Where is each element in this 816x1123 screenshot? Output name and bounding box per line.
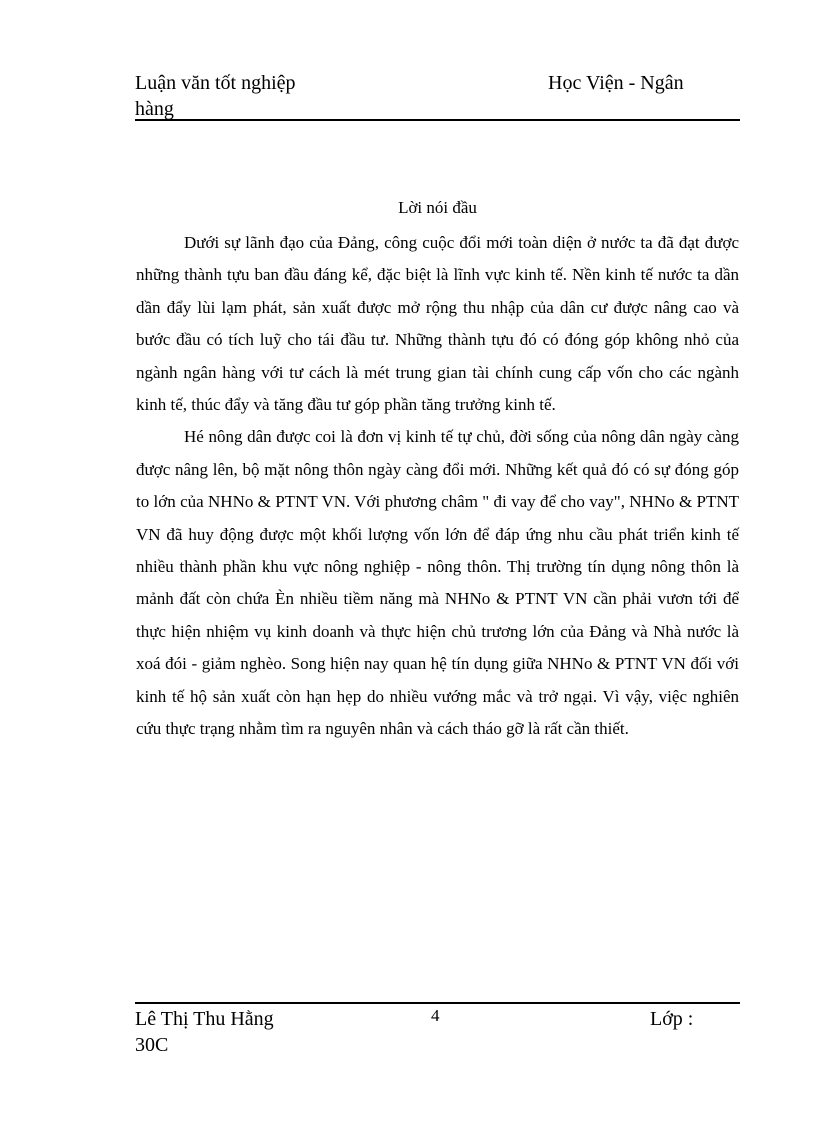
footer-author xyxy=(135,1006,335,1058)
footer-rule xyxy=(135,1002,740,1004)
footer-class-code: 30C xyxy=(135,1034,169,1056)
header-wrap-text: hàng xyxy=(135,98,174,120)
paragraph-1: Dưới sự lãnh đạo của Đảng, công cuộc đổi mới toàn diện ở nước ta đã đạt được những thành tựu ban đầu đáng kể, đặc biệt là lĩnh vực kinh tế. Nền kinh tế nước ta dần dần đẩy lùi lạm phát, sản xuất được mở rộng thu nhập của dân cư được nâng cao và bước đầu có tích luỹ cho tái đầu tư. Những thành tựu đó có đóng góp không nhỏ của ngành ngân hàng với tư cách là mét trung gian tài chính cung cấp vốn cho các ngành kinh tế, thúc đẩy và tăng đầu tư góp phần tăng trưởng kinh tế. xyxy=(136,233,739,415)
paragraph-2: Hé nông dân được coi là đơn vị kinh tế tự chủ, đời sống của nông dân ngày càng được nâng lên, bộ mặt nông thôn ngày càng đổi mới. Những kết quả đó có sự đóng góp to lớn của NHNo & PTNT VN. Với phương châm " đi vay để cho vay", NHNo & PTNT VN đã huy động được một khối lượng vốn lớn để đáp ứng nhu cầu phát triển kinh tế nhiều thành phần khu vực nông nghiệp - nông thôn. Thị trường tín dụng nông thôn là mảnh đất còn chứa Èn nhiều tiềm năng mà NHNo & PTNT VN cần phải vươn tới để thực hiện nhiệm vụ kinh doanh và thực hiện chủ trương lớn của Đảng và Nhà nước là xoá đói - giảm nghèo. Song hiện nay quan hệ tín dụng giữa NHNo & PTNT VN đối với kinh tế hộ sản xuất còn hạn hẹp do nhiều vướng mắc và trở ngại. Vì vậy, việc nghiên cứu thực trạng nhằm tìm ra nguyên nhân và cách tháo gỡ là rất cần thiết. xyxy=(136,427,739,739)
footer-class-label: Lớp : xyxy=(650,1008,694,1030)
header-left xyxy=(135,70,365,122)
header-institution: Học Viện - Ngân xyxy=(548,72,684,94)
section-title: Lời nói đầu xyxy=(398,198,477,217)
body-text xyxy=(136,227,739,746)
footer-author-name: Lê Thị Thu Hằng xyxy=(135,1008,274,1030)
header-thesis-label: Luận văn tốt nghiệp xyxy=(135,72,296,94)
page-number: 4 xyxy=(431,1006,440,1025)
header-rule xyxy=(135,119,740,121)
